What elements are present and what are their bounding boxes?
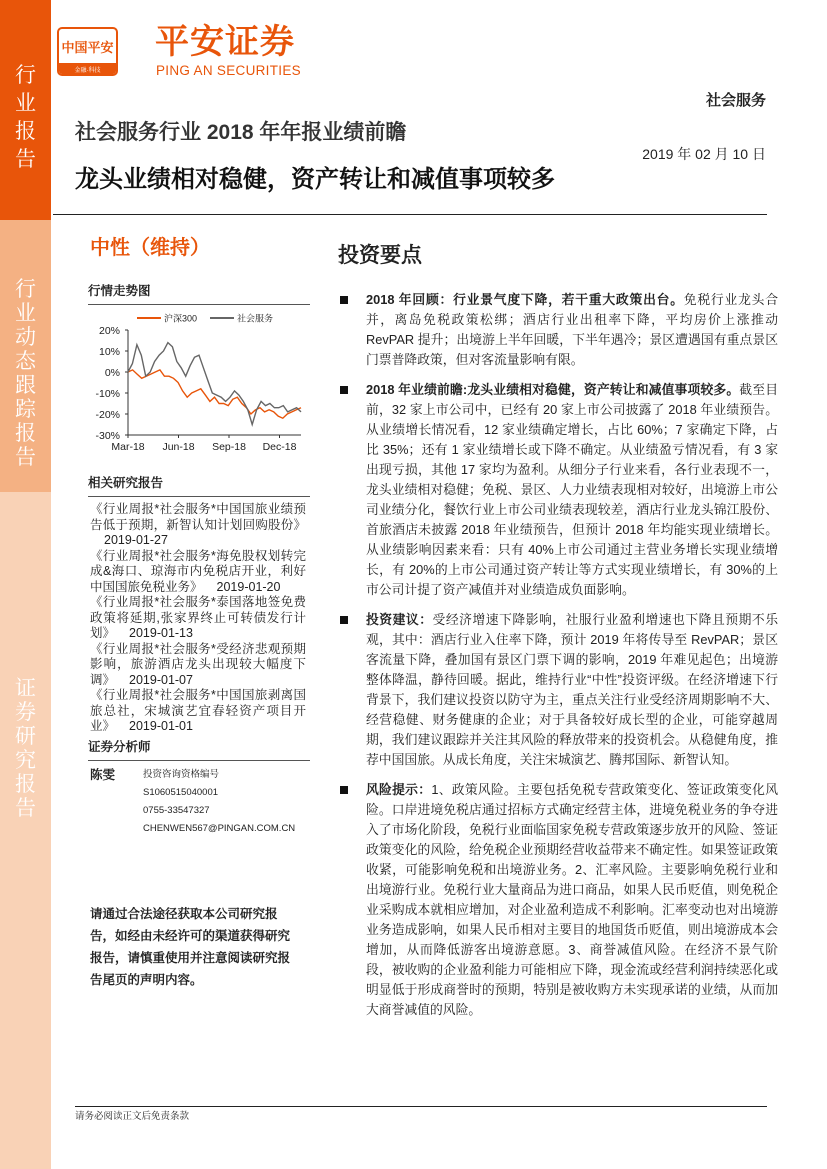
key-point-item (338, 780, 778, 1020)
analyst-card (90, 766, 310, 838)
brand-name-cn: 平安证券 (155, 23, 295, 61)
analyst-cert: S1060515040001 (143, 787, 219, 798)
x-tick-label: Jun-18 (162, 441, 195, 453)
legal-notice: 请通过合法途径获取本公司研究报告，如经由未经许可的渠道获得研究报告，请慎重使用并注意阅读研究报告尾页的声明内容。 (90, 907, 291, 987)
related-report-date: 2019-01-13 (129, 626, 193, 640)
related-report-item[interactable] (90, 549, 306, 596)
x-tick-label: Dec-18 (262, 441, 297, 453)
related-report-item[interactable] (90, 688, 306, 735)
sidebar-report-category (0, 492, 51, 1169)
sector-label: 社会服务 (705, 92, 766, 109)
sidebar-label: 证券研究报告 (15, 677, 36, 820)
report-title: 社会服务行业 2018 年年报业绩前瞻 (75, 121, 407, 144)
legend-label: 沪深300 (164, 313, 198, 324)
related-report-title: 《行业周报*社会服务*中国国旅剥离国旅总社，宋城演艺宜春轻资产项目开业》 (90, 688, 306, 733)
related-heading: 相关研究报告 (88, 476, 310, 497)
analyst-name: 陈雯 (90, 768, 116, 782)
key-point-text: 受经济增速下降影响，社服行业盈利增速也下降且预期不乐观，其中：酒店行业入住率下降，预计 2019 年将传导至 RevPAR；景区客流量下降，叠加国有景区门票下调的影响，2019 年难见起色；出境游整体降温，静待回暖。据此，维持行业“中性”投资评级。在经济增速下行背景下，我们建议投资以防守为主，重点关注行业受经济周期影响不大、经营稳健、财务健康的企业；对于具备较好成长型的企业，可能穿越周期，我们建议跟踪并关注其风险的释放带来的投资机会。从稳健角度，推荐中国国旅。从成长角度，关注宋城演艺、腾邦国际、新智认知。 (366, 612, 779, 767)
brand-name-en: PING AN SECURITIES (156, 63, 301, 78)
related-report-date: 2019-01-01 (129, 719, 193, 733)
related-report-title: 《行业周报*社会服务*泰国落地签免费政策将延期,张家界终止可转债发行计划》 (90, 595, 306, 640)
related-reports-list (90, 502, 306, 735)
bullet-square-icon (340, 386, 348, 394)
key-point-item (338, 610, 778, 770)
bullet-square-icon (340, 296, 348, 304)
report-date: 2019 年 02 月 10 日 (642, 146, 766, 162)
analyst-phone: 0755-33547327 (143, 805, 210, 816)
y-tick-label: -20% (95, 409, 120, 421)
analyst-cert-label: 投资咨询资格编号 (143, 769, 220, 780)
divider (53, 214, 767, 215)
sidebar-report-subtype (0, 220, 51, 492)
related-report-date: 2019-01-27 (104, 533, 168, 547)
y-tick-label: -10% (95, 388, 120, 400)
related-report-title: 《行业周报*社会服务*海免股权划转完成&海口、琼海市内免税店开业，利好中国国旅免税业务》 (90, 548, 306, 594)
key-point-text: 截至目前，32 家上市公司中，已经有 20 家上市公司披露了 2018 年业绩预告。从业绩增长情况看，12 家业绩确定增长，占比 60%；7 家确定下降，占比 35%；还有 1 家业绩增长或下降不确定。从业绩盈亏情况看，有 3 家出现亏损，其他 17 家均为盈利。从细分子行业来看，各行业表现不一，龙头业绩相对稳健；免税、景区、人力业绩表现相对较好，出境游上市公司业绩分化，餐饮行业上市公司业绩表现较差，酒店行业龙头锦江股份、首旅酒店未披露 2018 年业绩预告，但预计 2018 年均能实现业绩增长。从业绩影响因素来看：只有 40%上市公司通过主营业务增长实现业绩增长，有 20%的上市公司通过资产转让等方式实现业绩增长，有 30%的上市公司计提了资产减值并对业绩造成负面影响。 (366, 382, 778, 597)
related-report-item[interactable] (90, 595, 306, 642)
key-point-lead: 2018 年回顾：行业景气度下降，若干重大政策出台。 (366, 292, 684, 307)
footer-disclaimer: 请务必阅读正文后免责条款 (75, 1111, 190, 1122)
related-report-date: 2019-01-07 (129, 672, 193, 687)
key-points-heading: 投资要点 (338, 244, 422, 267)
logo-bottom-text: 金融·科技 (59, 63, 116, 76)
key-point-text: 1、政策风险。主要包括免税专营政策变化、签证政策变化风险。口岸进境免税店通过招标方式确定经营主体，进境免税业务的争夺进入了市场化阶段，免税行业面临国家免税专营政策逐步放开的风险、签证政策变化的风险，给免税企业预期经营收益带来不确定性。如果签证政策收紧，可能影响免税和出境游业务。2、汇率风险。主要影响免税行业和出境游行业。免税行业大量商品为进口商品，如果人民币贬值，则免税企业采购成本就相应增加，对企业盈利造成不利影响。汇率变动也对出境游业务造成影响，如果人民币相对主要目的地国货币贬值，则出境游成本会增加，从而降低游客出境游意愿。3、商誉减值风险。在经济不景气阶段，被收购的企业盈利能力可能相应下降，现金流或经营利润持续恶化或明显低于形成商誉时的预期，特别是被收购方未实现承诺的业绩，从而加大商誉减值的风险。 (366, 782, 779, 1017)
logo-top-text: 中国平安 (61, 39, 114, 55)
sidebar-label: 行业报告 (15, 64, 36, 171)
bullet-square-icon (340, 616, 348, 624)
ping-an-logo (57, 27, 118, 76)
key-points-list (338, 290, 778, 1030)
y-tick-label: 10% (98, 346, 120, 358)
x-tick-label: Sep-18 (212, 441, 246, 453)
key-point-item (338, 290, 778, 370)
related-report-item[interactable] (90, 502, 306, 549)
x-tick-label: Mar-18 (111, 441, 145, 453)
key-point-text: 免税行业龙头合并，离岛免税政策松绑；酒店行业出租率下降，平均房价上涨推动 RevPAR 提升；出境游上半年回暖，下半年遇冷；景区遭遇国有重点景区门票普降政策，但对客流量影响有限。 (366, 292, 778, 367)
rating-badge: 中性（维持） (90, 237, 210, 259)
market-trend-chart (85, 305, 310, 465)
y-tick-label: 0% (104, 367, 120, 379)
y-tick-label: -30% (95, 430, 120, 442)
bullet-square-icon (340, 786, 348, 794)
sidebar-label: 行业动态跟踪报告 (15, 278, 36, 469)
related-report-title: 《行业周报*社会服务*受经济悲观预期影响，旅游酒店龙头出现较大幅度下调》 (90, 641, 306, 687)
key-point-lead: 投资建议： (366, 612, 433, 627)
legend-label: 社会服务 (237, 313, 274, 324)
divider (75, 1106, 767, 1107)
key-point-lead: 风险提示： (366, 782, 432, 797)
related-report-date: 2019-01-20 (216, 579, 281, 594)
report-headline: 龙头业绩相对稳健，资产转让和减值事项较多 (75, 166, 555, 193)
key-point-item (338, 380, 778, 600)
related-report-title: 《行业周报*社会服务*中国国旅业绩预告低于预期，新智认知计划回购股份》 (90, 502, 306, 532)
analyst-email[interactable]: CHENWEN567@PINGAN.COM.CN (143, 823, 296, 834)
y-tick-label: 20% (98, 325, 120, 337)
sidebar-report-type (0, 0, 51, 220)
analyst-heading: 证券分析师 (88, 740, 310, 761)
market-heading: 行情走势图 (88, 284, 310, 305)
related-report-item[interactable] (90, 642, 306, 689)
key-point-lead: 2018 年业绩前瞻:龙头业绩相对稳健，资产转让和减值事项较多。 (366, 382, 740, 397)
